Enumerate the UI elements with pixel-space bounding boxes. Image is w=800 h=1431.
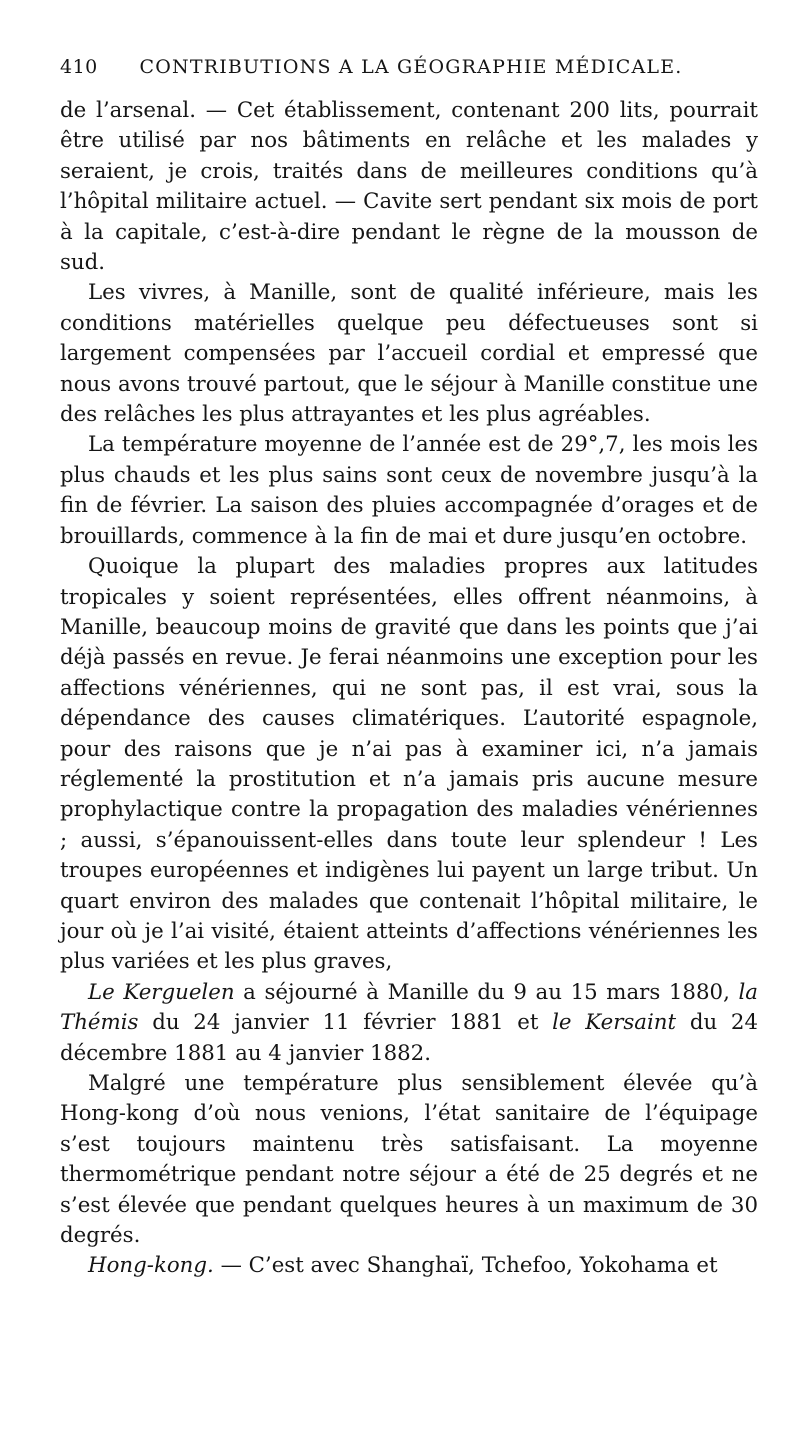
paragraph-temperature: La température moyenne de l’année est de 29°,7, les mois les plus chauds et les plus sains sont ceux de novembre jusqu’à la fin de février. La saison des pluies accompagnée d’orages et de brouillards, commence à la fin de mai et dure jusqu’en octobre. xyxy=(60,432,758,549)
paragraph-hongkong xyxy=(60,1251,758,1281)
ship-name-kerguelen: Le Kerguelen xyxy=(88,979,235,1005)
ships-text-2: du 24 janvier 11 février 1881 et xyxy=(138,1010,553,1036)
ships-text-3: du 24 décembre 1881 au 4 janvier 1882. xyxy=(60,1010,758,1066)
paragraph-arsenal: de l’arsenal. — Cet établissement, contenant 200 lits, pourrait être utilisé par nos bâtiments en relâche et les malades y seraient, je crois, traités dans de meilleures conditions qu’à l’hôpital militaire actuel. — Cavite sert pendant six mois de port à la capitale, c’est-à-dire pendant le règne de la mousson de sud. xyxy=(60,98,758,276)
ship-name-themis: la Thémis xyxy=(60,979,758,1036)
hongkong-text: — C’est avec Shanghaï, Tchefoo, Yokohama et xyxy=(213,1253,718,1279)
ships-text-1: a séjourné à Manille du 9 au 15 mars 1880, xyxy=(234,979,739,1005)
paragraph-vivres: Les vivres, à Manille, sont de qualité inférieure, mais les conditions matérielles quelque peu défectueuses sont si largement compensées par l’accueil cordial et empressé que nous avons trouvé partout, que le séjour à Manille constitue une des relâches les plus attrayantes et les plus agréables. xyxy=(60,280,758,428)
paragraph-sanitaire: Malgré une température plus sensiblement élevée qu’à Hong-kong d’où nous venions, l’état sanitaire de l’équipage s’est toujours maintenu très satisfaisant. La moyenne thermométrique pendant notre séjour a été de 25 degrés et ne s’est élevée que pendant quelques heures à un maximum de 30 degrés. xyxy=(60,1071,758,1249)
page-header xyxy=(60,56,758,96)
ship-name-kersaint: le Kersaint xyxy=(552,1010,677,1036)
section-heading-hongkong: Hong-kong. xyxy=(88,1253,214,1279)
page-number: 410 xyxy=(60,56,98,78)
running-title: CONTRIBUTIONS A LA GÉOGRAPHIE MÉDICALE. xyxy=(139,56,683,78)
document-page xyxy=(60,56,758,1282)
paragraph-maladies: Quoique la plupart des maladies propres aux latitudes tropicales y soient représentées, elles offrent néanmoins, à Manille, beaucoup moins de gravité que dans les points que j’ai déjà passés en revue. Je ferai néanmoins une exception pour les affections vénériennes, qui ne sont pas, il est vrai, sous la dépendance des causes climatériques. L’autorité espagnole, pour des raisons que je n’ai pas à examiner ici, n’a jamais réglementé la prostitution et n’a jamais pris aucune mesure prophylactique contre la propagation des maladies vénériennes ; aussi, s’épanouissent-elles dans toute leur splendeur ! Les troupes européennes et indigènes lui payent un large tribut. Un quart environ des malades que contenait l’hôpital militaire, le jour où je l’ai visité, étaient atteints d’affections vénériennes les plus variées et les plus graves, xyxy=(60,554,758,975)
paragraph-ships xyxy=(60,978,758,1069)
body-text xyxy=(60,96,758,1282)
